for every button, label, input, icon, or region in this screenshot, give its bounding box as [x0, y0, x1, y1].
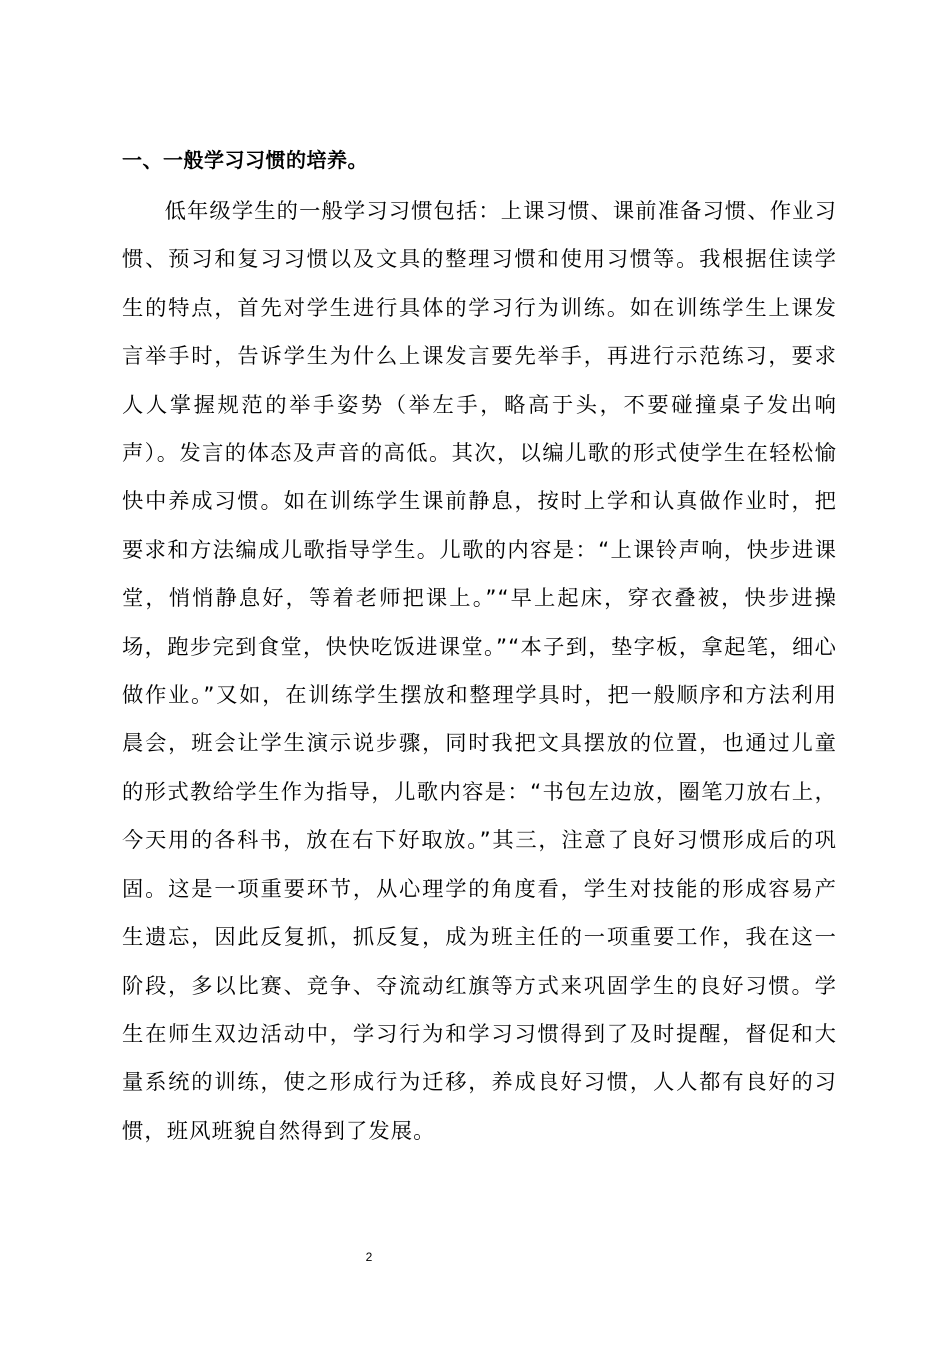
page-number: 2 — [365, 1250, 373, 1264]
page-content — [122, 140, 837, 1156]
body-paragraph: 低年级学生的一般学习习惯包括：上课习惯、课前准备习惯、作业习惯、预习和复习习惯以及文具的整理习惯和使用习惯等。我根据住读学生的特点，首先对学生进行具体的学习行为训练。如在训练学生上课发言举手时，告诉学生为什么上课发言要先举手，再进行示范练习，要求人人掌握规范的举手姿势（举左手，略高于头，不要碰撞桌子发出响声）。发言的体态及声音的高低。其次，以编儿歌的形式使学生在轻松愉快中养成习惯。如在训练学生课前静息，按时上学和认真做作业时，把要求和方法编成儿歌指导学生。儿歌的内容是：“上课铃声响，快步进课堂，悄悄静息好，等着老师把课上。”“早上起床，穿衣叠被，快步进操场，跑步完到食堂，快快吃饭进课堂。”“本子到，垫字板，拿起笔，细心做作业。”又如，在训练学生摆放和整理学具时，把一般顺序和方法利用晨会，班会让学生演示说步骤，同时我把文具摆放的位置，也通过儿童的形式教给学生作为指导，儿歌内容是：“书包左边放，圈笔刀放右上，今天用的各科书，放在右下好取放。”其三，注意了良好习惯形成后的巩固。这是一项重要环节，从心理学的角度看，学生对技能的形成容易产生遗忘，因此反复抓，抓反复，成为班主任的一项重要工作，我在这一阶段，多以比赛、竞争、夺流动红旗等方式来巩固学生的良好习惯。学生在师生双边活动中，学习行为和学习习惯得到了及时提醒，督促和大量系统的训练，使之形成行为迁移，养成良好习惯，人人都有良好的习惯，班风班貌自然得到了发展。 — [122, 199, 837, 1144]
section-heading: 一、一般学习习惯的培养。 — [122, 148, 368, 172]
